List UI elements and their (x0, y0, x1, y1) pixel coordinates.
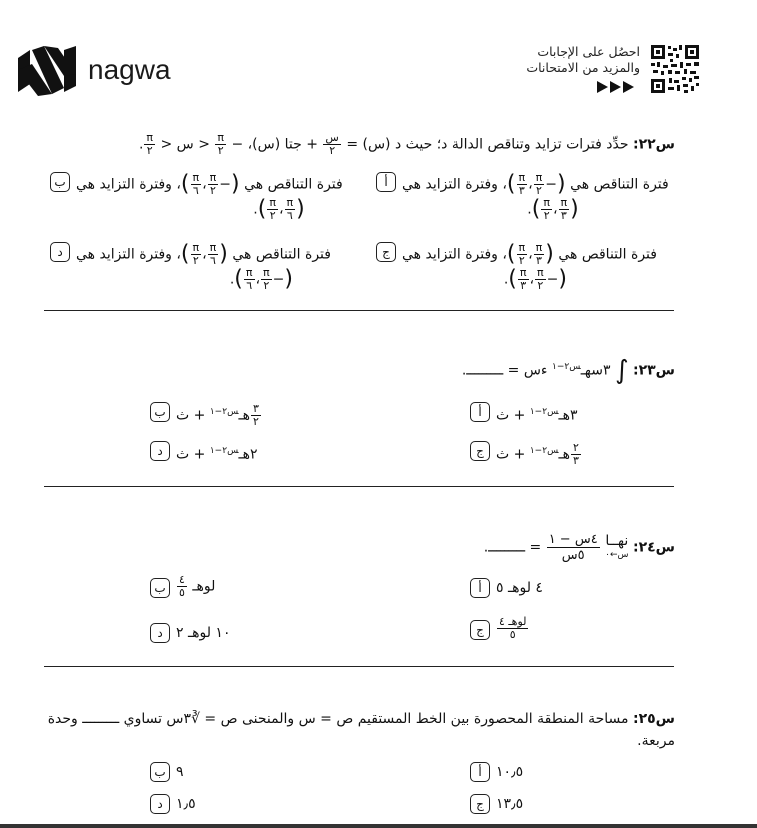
option-key: ج (376, 242, 396, 262)
header-line-2: والمزيد من الامتحانات (526, 60, 640, 75)
fraction: $\frac{\text{س}}{٢}$ (325, 131, 339, 157)
option-key: ب (150, 762, 170, 782)
question-number: س٢٥: (632, 711, 675, 727)
q25-option-b[interactable]: ب ٩ (150, 762, 356, 782)
question-number: س٢٢: (632, 136, 675, 153)
question-23: س٢٣: ∫ ٣سهـ$^{س٢-١}$ ءس = ـــــــــ. (461, 355, 675, 386)
question-text-3: < س < (160, 136, 210, 153)
limit-fraction: $\frac{\text{٤س − ١}}{\text{٥س}}$ (548, 532, 598, 563)
qr-code-icon[interactable] (651, 45, 699, 93)
question-24 (300, 532, 675, 563)
question-text-2: مربعة. (637, 733, 675, 749)
question-number: س٢٤: (632, 539, 675, 556)
q23-option-a[interactable]: أ ٣هـ$^{س٢-١}$ + ث (470, 402, 676, 426)
q22-option-b[interactable]: ب فترة التناقص هي (− $\frac{\pi}{٢}$ ، $\frac{\pi}{٦}$ )، وفترة التزايد هي ( $\frac{\pi}{٦}$ ، $\frac{\pi}{٢}$ ). (50, 172, 356, 222)
q22-option-a[interactable]: أ فترة التناقص هي (− $\frac{\pi}{٢}$ ، $\frac{\pi}{٣}$ )، وفترة التزايد هي ( $\frac{\pi}{٣}$ ، $\frac{\pi}{٢}$ ). (376, 172, 676, 222)
q23-option-b[interactable]: ب $\frac{٣}{٢}$ هـ$^{س٢-١}$ + ث (150, 402, 356, 428)
header-promo (504, 44, 640, 76)
option-key: د (150, 623, 170, 643)
page-bottom-border (0, 824, 757, 828)
option-key: ب (150, 402, 170, 422)
option-key: ج (470, 794, 490, 814)
divider (44, 310, 674, 311)
nagwa-logo-icon (18, 46, 76, 96)
q22-option-c[interactable]: ج فترة التناقص هي ( $\frac{\pi}{٣}$ ، $\frac{\pi}{٢}$ )، وفترة التزايد هي (− $\frac{\pi}{٢}$ ، $\frac{\pi}{٣}$ ). (376, 242, 676, 292)
header-line-1: احصُل على الإجابات (537, 44, 640, 59)
option-key: ج (470, 441, 490, 461)
q25-option-a[interactable]: أ ١٠٫٥ (470, 762, 676, 782)
q24-option-a[interactable]: أ ٤ لوهـ ٥ (470, 578, 676, 598)
option-key: د (150, 794, 170, 814)
q24-option-b[interactable]: ب لوهـ $\frac{٤}{٥}$ (150, 574, 356, 599)
q24-option-d[interactable]: د ١٠ لوهـ ٢ (150, 623, 356, 643)
option-key: ب (50, 172, 70, 192)
q22-option-d[interactable]: د فترة التناقص هي ( $\frac{\pi}{٦}$ ، $\frac{\pi}{٢}$ )، وفترة التزايد هي (− $\frac{\pi}{٢}$ ، $\frac{\pi}{٦}$ ). (50, 242, 356, 292)
limit: نهــا س←٠ (605, 532, 629, 560)
option-key: أ (470, 762, 490, 782)
brand-name: nagwa (88, 54, 171, 85)
integrand: ٣سهـ (580, 362, 611, 379)
question-text: حدِّد فترات تزايد وتناقص الدالة د؛ حيث د (س) = (346, 136, 629, 153)
option-key: أ (470, 578, 490, 598)
question-number: س٢٣: (632, 362, 675, 379)
option-key: ب (150, 578, 170, 598)
option-key: أ (376, 172, 396, 192)
question-tail: = ـــــــــ. (483, 539, 542, 556)
option-key: ج (470, 620, 490, 640)
q23-option-d[interactable]: د ٢هـ$^{س٢-١}$ + ث (150, 441, 356, 465)
option-key: د (50, 242, 70, 262)
integral-sign: ∫ (614, 355, 629, 386)
q25-option-d[interactable]: د ١٫٥ (150, 794, 356, 814)
question-22: س٢٢: حدِّد فترات تزايد وتناقص الدالة د؛ حيث د (س) = $\frac{\text{س}}{٢}$ + جتا (س)، − $\frac{\pi}{٢}$ < س < $\frac{\pi}{٢}$ . (138, 131, 675, 157)
q23-option-c[interactable]: ج $\frac{٢}{٣}$ هـ$^{س٢-١}$ + ث (470, 441, 676, 467)
play-arrows-icon (597, 81, 637, 93)
question-tail: ءس = ـــــــــ. (461, 362, 548, 379)
fraction: $\frac{\pi}{٢}$ (217, 131, 225, 157)
divider (44, 486, 674, 487)
q24-option-c[interactable]: ج $\frac{\text{لوهـ ٤}}{٥}$ (470, 616, 676, 641)
question-text-2: + جتا (س)، − (231, 136, 318, 153)
question-text: مساحة المنطقة المحصورة بين الخط المستقيم ص = س والمنحنى ص = ∛٣س تساوي ـــــــــ وحدة (47, 711, 629, 727)
q25-option-c[interactable]: ج ١٣٫٥ (470, 794, 676, 814)
option-key: أ (470, 402, 490, 422)
question-25 (44, 708, 675, 752)
fraction: $\frac{\pi}{٢}$ (146, 131, 154, 157)
option-key: د (150, 441, 170, 461)
divider (44, 666, 674, 667)
